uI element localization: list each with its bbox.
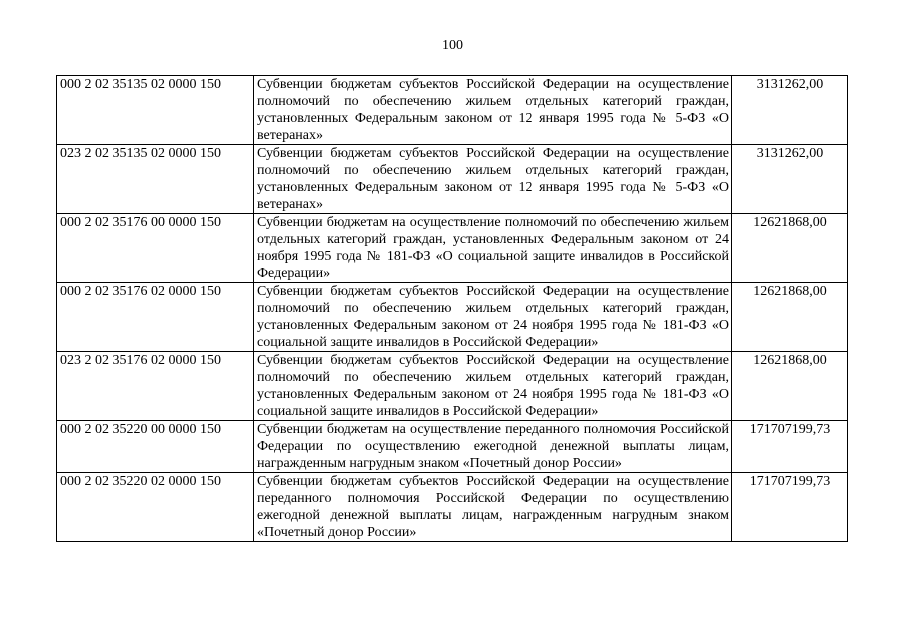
revenue-name-cell: Субвенции бюджетам субъектов Российской Федерации на осуществление полномочий по обеспечению жильем отдельных категорий граждан, установленных Федеральным законом от 12 января 1995 года № 5-ФЗ «О ветеранах» [254,76,732,145]
table-row [57,214,848,283]
budget-code-cell: 023 2 02 35135 02 0000 150 [57,145,254,214]
table-row [57,473,848,542]
budget-code-cell: 000 2 02 35220 00 0000 150 [57,421,254,473]
amount-cell: 3131262,00 [732,145,848,214]
revenue-name-cell: Субвенции бюджетам на осуществление переданного полномочия Российской Федерации по осуществлению ежегодной денежной выплаты лицам, награжденным нагрудным знаком «Почетный донор России» [254,421,732,473]
amount-cell: 12621868,00 [732,283,848,352]
table-row [57,283,848,352]
budget-code-cell: 000 2 02 35220 02 0000 150 [57,473,254,542]
amount-cell: 12621868,00 [732,352,848,421]
table-row [57,145,848,214]
revenue-name-cell: Субвенции бюджетам субъектов Российской Федерации на осуществление переданного полномочия Российской Федерации по осуществлению ежегодной денежной выплаты лицам, награжденным нагрудным знаком «Почетный донор России» [254,473,732,542]
budget-revenue-table [56,75,848,542]
amount-cell: 12621868,00 [732,214,848,283]
revenue-name-cell: Субвенции бюджетам субъектов Российской Федерации на осуществление полномочий по обеспечению жильем отдельных категорий граждан, установленных Федеральным законом от 24 ноября 1995 года № 181-ФЗ «О социальной защите инвалидов в Российской Федерации» [254,283,732,352]
table-row [57,352,848,421]
table-row [57,421,848,473]
amount-cell: 171707199,73 [732,421,848,473]
budget-code-cell: 000 2 02 35135 02 0000 150 [57,76,254,145]
revenue-name-cell: Субвенции бюджетам на осуществление полномочий по обеспечению жильем отдельных категорий граждан, установленных Федеральным законом от 24 ноября 1995 года № 181-ФЗ «О социальной защите инвалидов в Российской Федерации» [254,214,732,283]
amount-cell: 3131262,00 [732,76,848,145]
page-number: 100 [442,38,463,53]
revenue-name-cell: Субвенции бюджетам субъектов Российской Федерации на осуществление полномочий по обеспечению жильем отдельных категорий граждан, установленных Федеральным законом от 24 ноября 1995 года № 181-ФЗ «О социальной защите инвалидов в Российской Федерации» [254,352,732,421]
table-row [57,76,848,145]
budget-code-cell: 000 2 02 35176 00 0000 150 [57,214,254,283]
amount-cell: 171707199,73 [732,473,848,542]
revenue-name-cell: Субвенции бюджетам субъектов Российской Федерации на осуществление полномочий по обеспечению жильем отдельных категорий граждан, установленных Федеральным законом от 12 января 1995 года № 5-ФЗ «О ветеранах» [254,145,732,214]
budget-code-cell: 023 2 02 35176 02 0000 150 [57,352,254,421]
budget-code-cell: 000 2 02 35176 02 0000 150 [57,283,254,352]
